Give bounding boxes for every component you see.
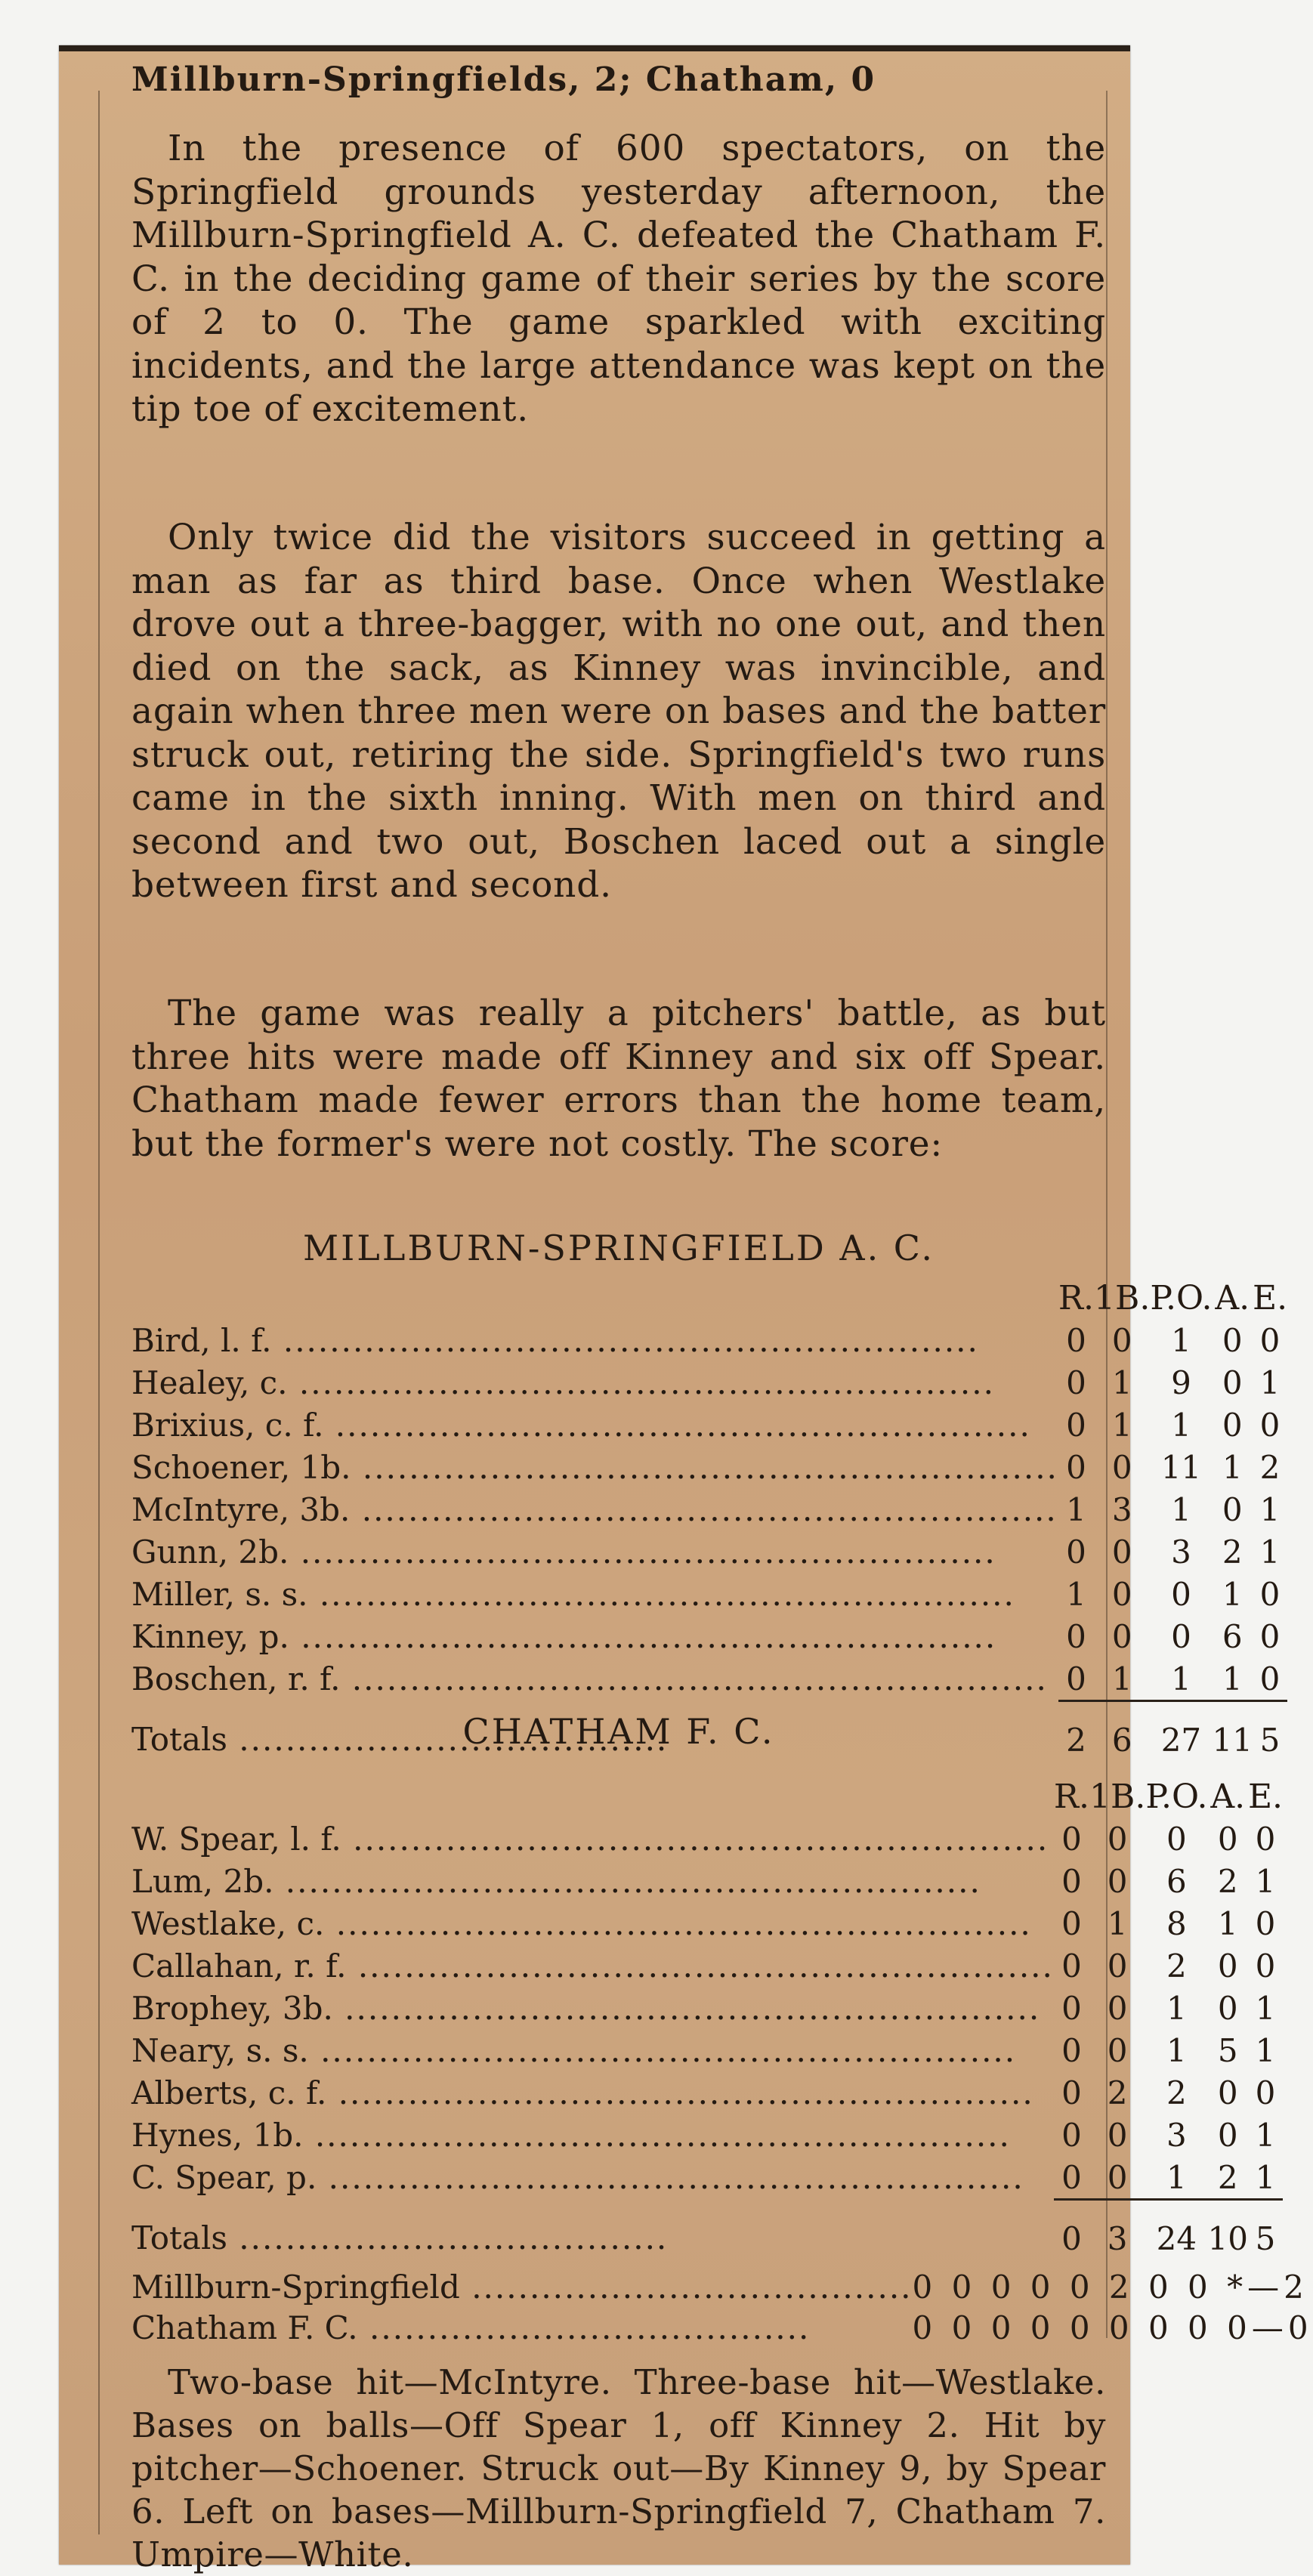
- player-row: [131, 2114, 1283, 2156]
- column-header-row: [131, 1775, 1283, 1818]
- stat-cell: 0: [1222, 1490, 1243, 1528]
- stat-cell: 0: [1061, 2158, 1082, 2196]
- stat-cell: 0: [1066, 1660, 1086, 1697]
- stat-cell: 1: [1171, 1406, 1191, 1444]
- stat-cell: 1: [1255, 2158, 1276, 2196]
- stat-cell: 1: [1166, 2031, 1187, 2069]
- column-header-row: [131, 1277, 1287, 1319]
- stat-cell: 0: [1107, 1989, 1128, 2027]
- column-header: P.O.: [1145, 1777, 1208, 1816]
- stat-cell: 0: [1259, 1575, 1281, 1613]
- player-name: W. Spear, l. f. .....: [131, 1818, 1054, 1860]
- line-score-team: Millburn-Springfield .....: [131, 2266, 913, 2307]
- stat-cell: 0: [1259, 1406, 1281, 1444]
- totals-label: Totals .....: [131, 1701, 1058, 1765]
- stat-cell: 1: [1066, 1490, 1086, 1528]
- stat-cell: 0: [1255, 1820, 1276, 1858]
- player-row: [131, 1319, 1287, 1361]
- stat-cell: 1: [1171, 1490, 1191, 1528]
- line-score-innings: 0 0 0 0 0 2 0 0 *—2: [912, 2268, 1308, 2306]
- stat-cell: 1: [1259, 1533, 1281, 1571]
- stat-cell: 0: [1217, 1947, 1238, 1985]
- stat-cell: 1: [1222, 1660, 1243, 1697]
- stat-cell: 9: [1171, 1364, 1191, 1401]
- stat-cell: 1: [1111, 1364, 1132, 1401]
- player-row: [131, 1860, 1283, 1902]
- stat-cell: 0: [1061, 2074, 1082, 2111]
- article-paragraph-2: Only twice did the visitors succeed in getting a man as far as third base. Once when Westlake drove out a three-bagger, with no one out, and then died on the sack, as Kinney was invincible, and again when three men were on bases and the batter struck out, retiring the side. Springfield's two runs came in the sixth inning. With men on third and second and two out, Boschen laced out a single between first and second.: [131, 517, 1106, 906]
- stat-cell: 0: [1111, 1575, 1132, 1613]
- stat-cell: 0: [1061, 1904, 1082, 1942]
- box-score-home: [131, 1277, 1287, 1764]
- stat-cell: 0: [1259, 1660, 1281, 1697]
- line-score-innings: 0 0 0 0 0 0 0 0 0—0: [912, 2309, 1313, 2346]
- stat-cell: 0: [1061, 2116, 1082, 2154]
- stat-cell: 0: [1107, 2158, 1128, 2196]
- player-name: Gunn, 2b. .....: [131, 1530, 1058, 1573]
- player-row: [131, 2071, 1283, 2114]
- team-title-home: MILLBURN-SPRINGFIELD A. C.: [303, 1228, 935, 1268]
- stat-cell: 0: [1066, 1448, 1086, 1486]
- line-score-row: [131, 2266, 1313, 2307]
- column-header: 1B.: [1089, 1777, 1146, 1816]
- column-header: P.O.: [1150, 1278, 1213, 1317]
- stat-cell: 2: [1259, 1448, 1281, 1486]
- stat-cell: 0: [1111, 1448, 1132, 1486]
- player-name: C. Spear, p. .....: [131, 2156, 1054, 2200]
- stat-cell: 0: [1107, 1947, 1128, 1985]
- stat-cell: 0: [1171, 1617, 1191, 1655]
- stat-cell: 2: [1107, 2074, 1128, 2111]
- stat-cell: 0: [1217, 2116, 1238, 2154]
- stat-cell: 0: [1061, 1820, 1082, 1858]
- stat-cell: 1: [1255, 1862, 1276, 1900]
- player-name: Healey, c. .....: [131, 1361, 1058, 1404]
- column-header: E.: [1252, 1278, 1288, 1317]
- stat-cell: 0: [1217, 1820, 1238, 1858]
- player-name: Hynes, 1b. .....: [131, 2114, 1054, 2156]
- stat-cell: 1: [1255, 2031, 1276, 2069]
- stat-cell: 1: [1222, 1575, 1243, 1613]
- stat-cell: 11: [1160, 1448, 1202, 1486]
- player-row: [131, 1488, 1287, 1530]
- stat-cell: 0: [1061, 1862, 1082, 1900]
- stat-cell: 0: [1111, 1533, 1132, 1571]
- article-paragraph-1: In the presence of 600 spectators, on the Springfield grounds yesterday afternoon, the Millburn-Springfield A. C. defeated the Chatham F. C. in the deciding game of their series by the score of 2 to 0. The game sparkled with exciting incidents, and the large attendance was kept on the tip toe of excitement.: [131, 128, 1106, 430]
- line-score-row: [131, 2307, 1313, 2348]
- stat-cell: 1: [1217, 1904, 1238, 1942]
- total-cell: 6: [1094, 1701, 1150, 1765]
- newspaper-clipping: [59, 45, 1313, 2574]
- stat-cell: 0: [1166, 1820, 1187, 1858]
- column-header: R.: [1058, 1278, 1095, 1317]
- stat-cell: 0: [1066, 1533, 1086, 1571]
- stat-cell: 2: [1222, 1533, 1243, 1571]
- stat-cell: 0: [1066, 1617, 1086, 1655]
- line-score: [131, 2266, 1313, 2348]
- player-row: [131, 2029, 1283, 2071]
- stat-cell: 0: [1066, 1406, 1086, 1444]
- player-name: Kinney, p. .....: [131, 1615, 1058, 1657]
- totals-label: Totals .....: [131, 2200, 1054, 2263]
- total-cell: 27: [1150, 1701, 1212, 1765]
- player-name: McIntyre, 3b. .....: [131, 1488, 1058, 1530]
- column-rule-left: [98, 91, 100, 2534]
- player-row: [131, 1615, 1287, 1657]
- player-name: Lum, 2b. .....: [131, 1860, 1054, 1902]
- stat-cell: 3: [1171, 1533, 1191, 1571]
- column-header: 1B.: [1094, 1278, 1151, 1317]
- stat-cell: 0: [1111, 1617, 1132, 1655]
- column-header: A.: [1210, 1777, 1246, 1816]
- stat-cell: 1: [1111, 1406, 1132, 1444]
- line-score-team: Chatham F. C. .....: [131, 2307, 913, 2348]
- stat-cell: 2: [1217, 2158, 1238, 2196]
- player-row: [131, 1818, 1283, 1860]
- player-row: [131, 1446, 1287, 1488]
- stat-cell: 0: [1107, 2031, 1128, 2069]
- total-cell: 10: [1207, 2200, 1247, 2263]
- column-header: R.: [1053, 1777, 1089, 1816]
- stat-cell: 1: [1066, 1575, 1086, 1613]
- stat-cell: 0: [1061, 1947, 1082, 1985]
- game-summary: Two-base hit—McIntyre. Three-base hit—Westlake. Bases on balls—Off Spear 1, off Kinney 2. Hit by pitcher—Schoener. Struck out—By Kinney 9, by Spear 6. Left on bases—Millburn-Springfield 7, Chatham 7. Umpire—White.: [131, 2362, 1106, 2574]
- player-name: Neary, s. s. .....: [131, 2029, 1054, 2071]
- stat-cell: 1: [1171, 1321, 1191, 1359]
- stat-cell: 0: [1217, 2074, 1238, 2111]
- stat-cell: 0: [1066, 1321, 1086, 1359]
- stat-cell: 1: [1222, 1448, 1243, 1486]
- stat-cell: 0: [1107, 2116, 1128, 2154]
- total-cell: 5: [1253, 1701, 1287, 1765]
- stat-cell: 1: [1259, 1364, 1281, 1401]
- article-paragraph-3: The game was really a pitchers' battle, as but three hits were made off Kinney and six off Spear. Chatham made fewer errors than the home team, but the former's were not costly. The score:: [131, 993, 1106, 1165]
- column-header: E.: [1247, 1777, 1284, 1816]
- stat-cell: 0: [1111, 1321, 1132, 1359]
- player-row: [131, 1361, 1287, 1404]
- player-row: [131, 1530, 1287, 1573]
- total-cell: 0: [1054, 2200, 1089, 2263]
- stat-cell: 0: [1107, 1862, 1128, 1900]
- stat-cell: 2: [1166, 1947, 1187, 1985]
- stat-cell: 3: [1111, 1490, 1132, 1528]
- player-name: Bird, l. f. .....: [131, 1319, 1058, 1361]
- player-name: Schoener, 1b. .....: [131, 1446, 1058, 1488]
- stat-cell: 0: [1171, 1575, 1191, 1613]
- player-row: [131, 1404, 1287, 1446]
- player-name: Callahan, r. f. .....: [131, 1944, 1054, 1987]
- stat-cell: 3: [1166, 2116, 1187, 2154]
- stat-cell: 5: [1217, 2031, 1238, 2069]
- stat-cell: 0: [1066, 1364, 1086, 1401]
- total-cell: 11: [1213, 1701, 1253, 1765]
- stat-cell: 1: [1166, 2158, 1187, 2196]
- player-name: Alberts, c. f. .....: [131, 2071, 1054, 2114]
- stat-cell: 2: [1217, 1862, 1238, 1900]
- stat-cell: 0: [1222, 1364, 1243, 1401]
- player-row: [131, 1987, 1283, 2029]
- stat-cell: 1: [1255, 2116, 1276, 2154]
- stat-cell: 1: [1259, 1490, 1281, 1528]
- total-cell: 2: [1058, 1701, 1094, 1765]
- stat-cell: 0: [1217, 1989, 1238, 2027]
- headline: Millburn-Springfields, 2; Chatham, 0: [131, 60, 876, 99]
- stat-cell: 0: [1255, 1904, 1276, 1942]
- player-name: Westlake, c. .....: [131, 1902, 1054, 1944]
- stat-cell: 2: [1166, 2074, 1187, 2111]
- player-row: [131, 1657, 1287, 1701]
- total-cell: 24: [1145, 2200, 1207, 2263]
- stat-cell: 6: [1166, 1862, 1187, 1900]
- stat-cell: 1: [1171, 1660, 1191, 1697]
- player-row: [131, 2156, 1283, 2200]
- totals-row: [131, 2200, 1283, 2263]
- column-header: A.: [1215, 1278, 1250, 1317]
- total-cell: 5: [1248, 2200, 1283, 2263]
- stat-cell: 0: [1061, 2031, 1082, 2069]
- stat-cell: 0: [1259, 1617, 1281, 1655]
- stat-cell: 6: [1222, 1617, 1243, 1655]
- player-name: Miller, s. s. .....: [131, 1573, 1058, 1615]
- stat-cell: 0: [1222, 1406, 1243, 1444]
- stat-cell: 8: [1166, 1904, 1187, 1942]
- stat-cell: 1: [1111, 1660, 1132, 1697]
- total-cell: 3: [1089, 2200, 1145, 2263]
- player-row: [131, 1944, 1283, 1987]
- stat-cell: 0: [1255, 1947, 1276, 1985]
- stat-cell: 0: [1222, 1321, 1243, 1359]
- team-title-visitor: CHATHAM F. C.: [462, 1711, 775, 1752]
- stat-cell: 1: [1107, 1904, 1128, 1942]
- player-name: Brixius, c. f. .....: [131, 1404, 1058, 1446]
- stat-cell: 1: [1166, 1989, 1187, 2027]
- player-name: Brophey, 3b. .....: [131, 1987, 1054, 2029]
- stat-cell: 0: [1259, 1321, 1281, 1359]
- stat-cell: 1: [1255, 1989, 1276, 2027]
- stat-cell: 0: [1107, 1820, 1128, 1858]
- stat-cell: 0: [1061, 1989, 1082, 2027]
- player-row: [131, 1573, 1287, 1615]
- stat-cell: 0: [1255, 2074, 1276, 2111]
- box-score-visitor: [131, 1775, 1283, 2262]
- player-name: Boschen, r. f. .....: [131, 1657, 1058, 1701]
- player-row: [131, 1902, 1283, 1944]
